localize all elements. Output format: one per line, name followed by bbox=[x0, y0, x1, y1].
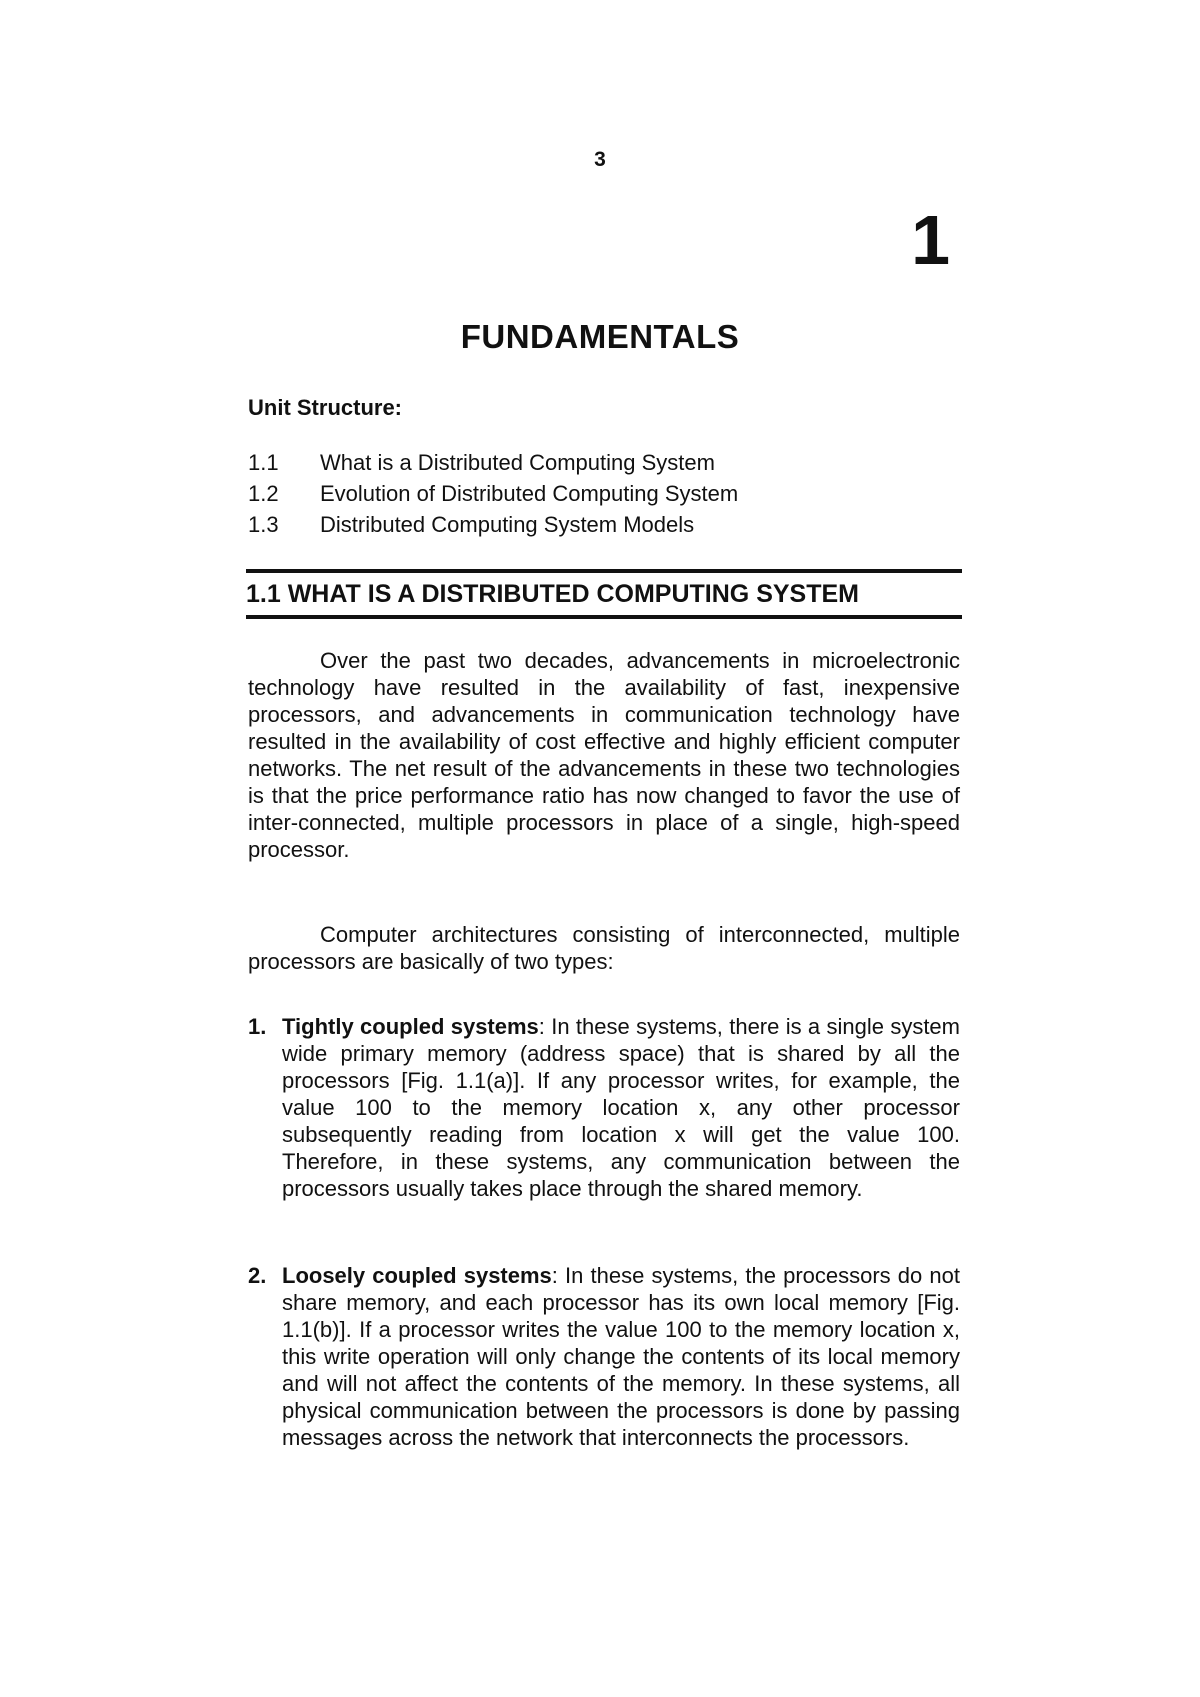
list-item-marker: 1. bbox=[248, 1014, 267, 1039]
list-item-term: Tightly coupled systems bbox=[282, 1014, 539, 1039]
toc-item-number: 1.3 bbox=[248, 512, 279, 537]
list-item-body bbox=[282, 1262, 960, 1451]
list-item-tightly-coupled bbox=[248, 1013, 960, 1202]
list-item-text: : In these systems, there is a single system wide primary memory (address space) that is shared by all the processors [Fig. 1.1(a)]. If any processor writes, for example, the value 100 to the memory location x, any other processor subsequently reading from location x will get the value 100. Therefore, in these systems, any communication between the processors usually takes place through the shared memory. bbox=[282, 1014, 960, 1201]
list-item-loosely-coupled bbox=[248, 1262, 960, 1451]
chapter-title: FUNDAMENTALS bbox=[460, 318, 740, 355]
unit-structure-list bbox=[248, 447, 738, 540]
list-item-term: Loosely coupled systems bbox=[282, 1263, 552, 1288]
toc-item-number: 1.1 bbox=[248, 450, 279, 475]
section-heading: 1.1 WHAT IS A DISTRIBUTED COMPUTING SYSTEM bbox=[246, 569, 962, 619]
list-item-text: : In these systems, the processors do not share memory, and each processor has its own local memory [Fig. 1.1(b)]. If a processor writes the value 100 to the memory location x, this write operation will only change the contents of its local memory and will not affect the contents of the memory. In these systems, all physical communication between the processors is done by passing messages across the network that interconnects the processors. bbox=[282, 1263, 960, 1450]
toc-item-title: Evolution of Distributed Computing System bbox=[320, 481, 739, 506]
body-paragraph: Over the past two decades, advancements in microelectronic technology have resulted in the availability of fast, inexpensive processors, and advancements in communication technology have resulted in the availability of cost effective and highly efficient computer networks. The net result of the advancements in these two technologies is that the price performance ratio has now changed to favor the use of inter-connected, multiple processors in place of a single, high-speed processor. bbox=[248, 648, 960, 862]
toc-item bbox=[248, 509, 738, 540]
page-number: 3 bbox=[594, 148, 606, 171]
list-item-marker: 2. bbox=[248, 1263, 267, 1288]
body-paragraph: Computer architectures consisting of interconnected, multiple processors are basically of two types: bbox=[248, 922, 960, 974]
list-item-body bbox=[282, 1013, 960, 1202]
toc-item bbox=[248, 478, 738, 509]
toc-item-title: Distributed Computing System Models bbox=[320, 512, 695, 537]
toc-item bbox=[248, 447, 738, 478]
chapter-number: 1 bbox=[911, 201, 950, 279]
toc-item-title: What is a Distributed Computing System bbox=[320, 450, 715, 475]
unit-structure-label: Unit Structure: bbox=[248, 395, 402, 420]
toc-item-number: 1.2 bbox=[248, 481, 279, 506]
